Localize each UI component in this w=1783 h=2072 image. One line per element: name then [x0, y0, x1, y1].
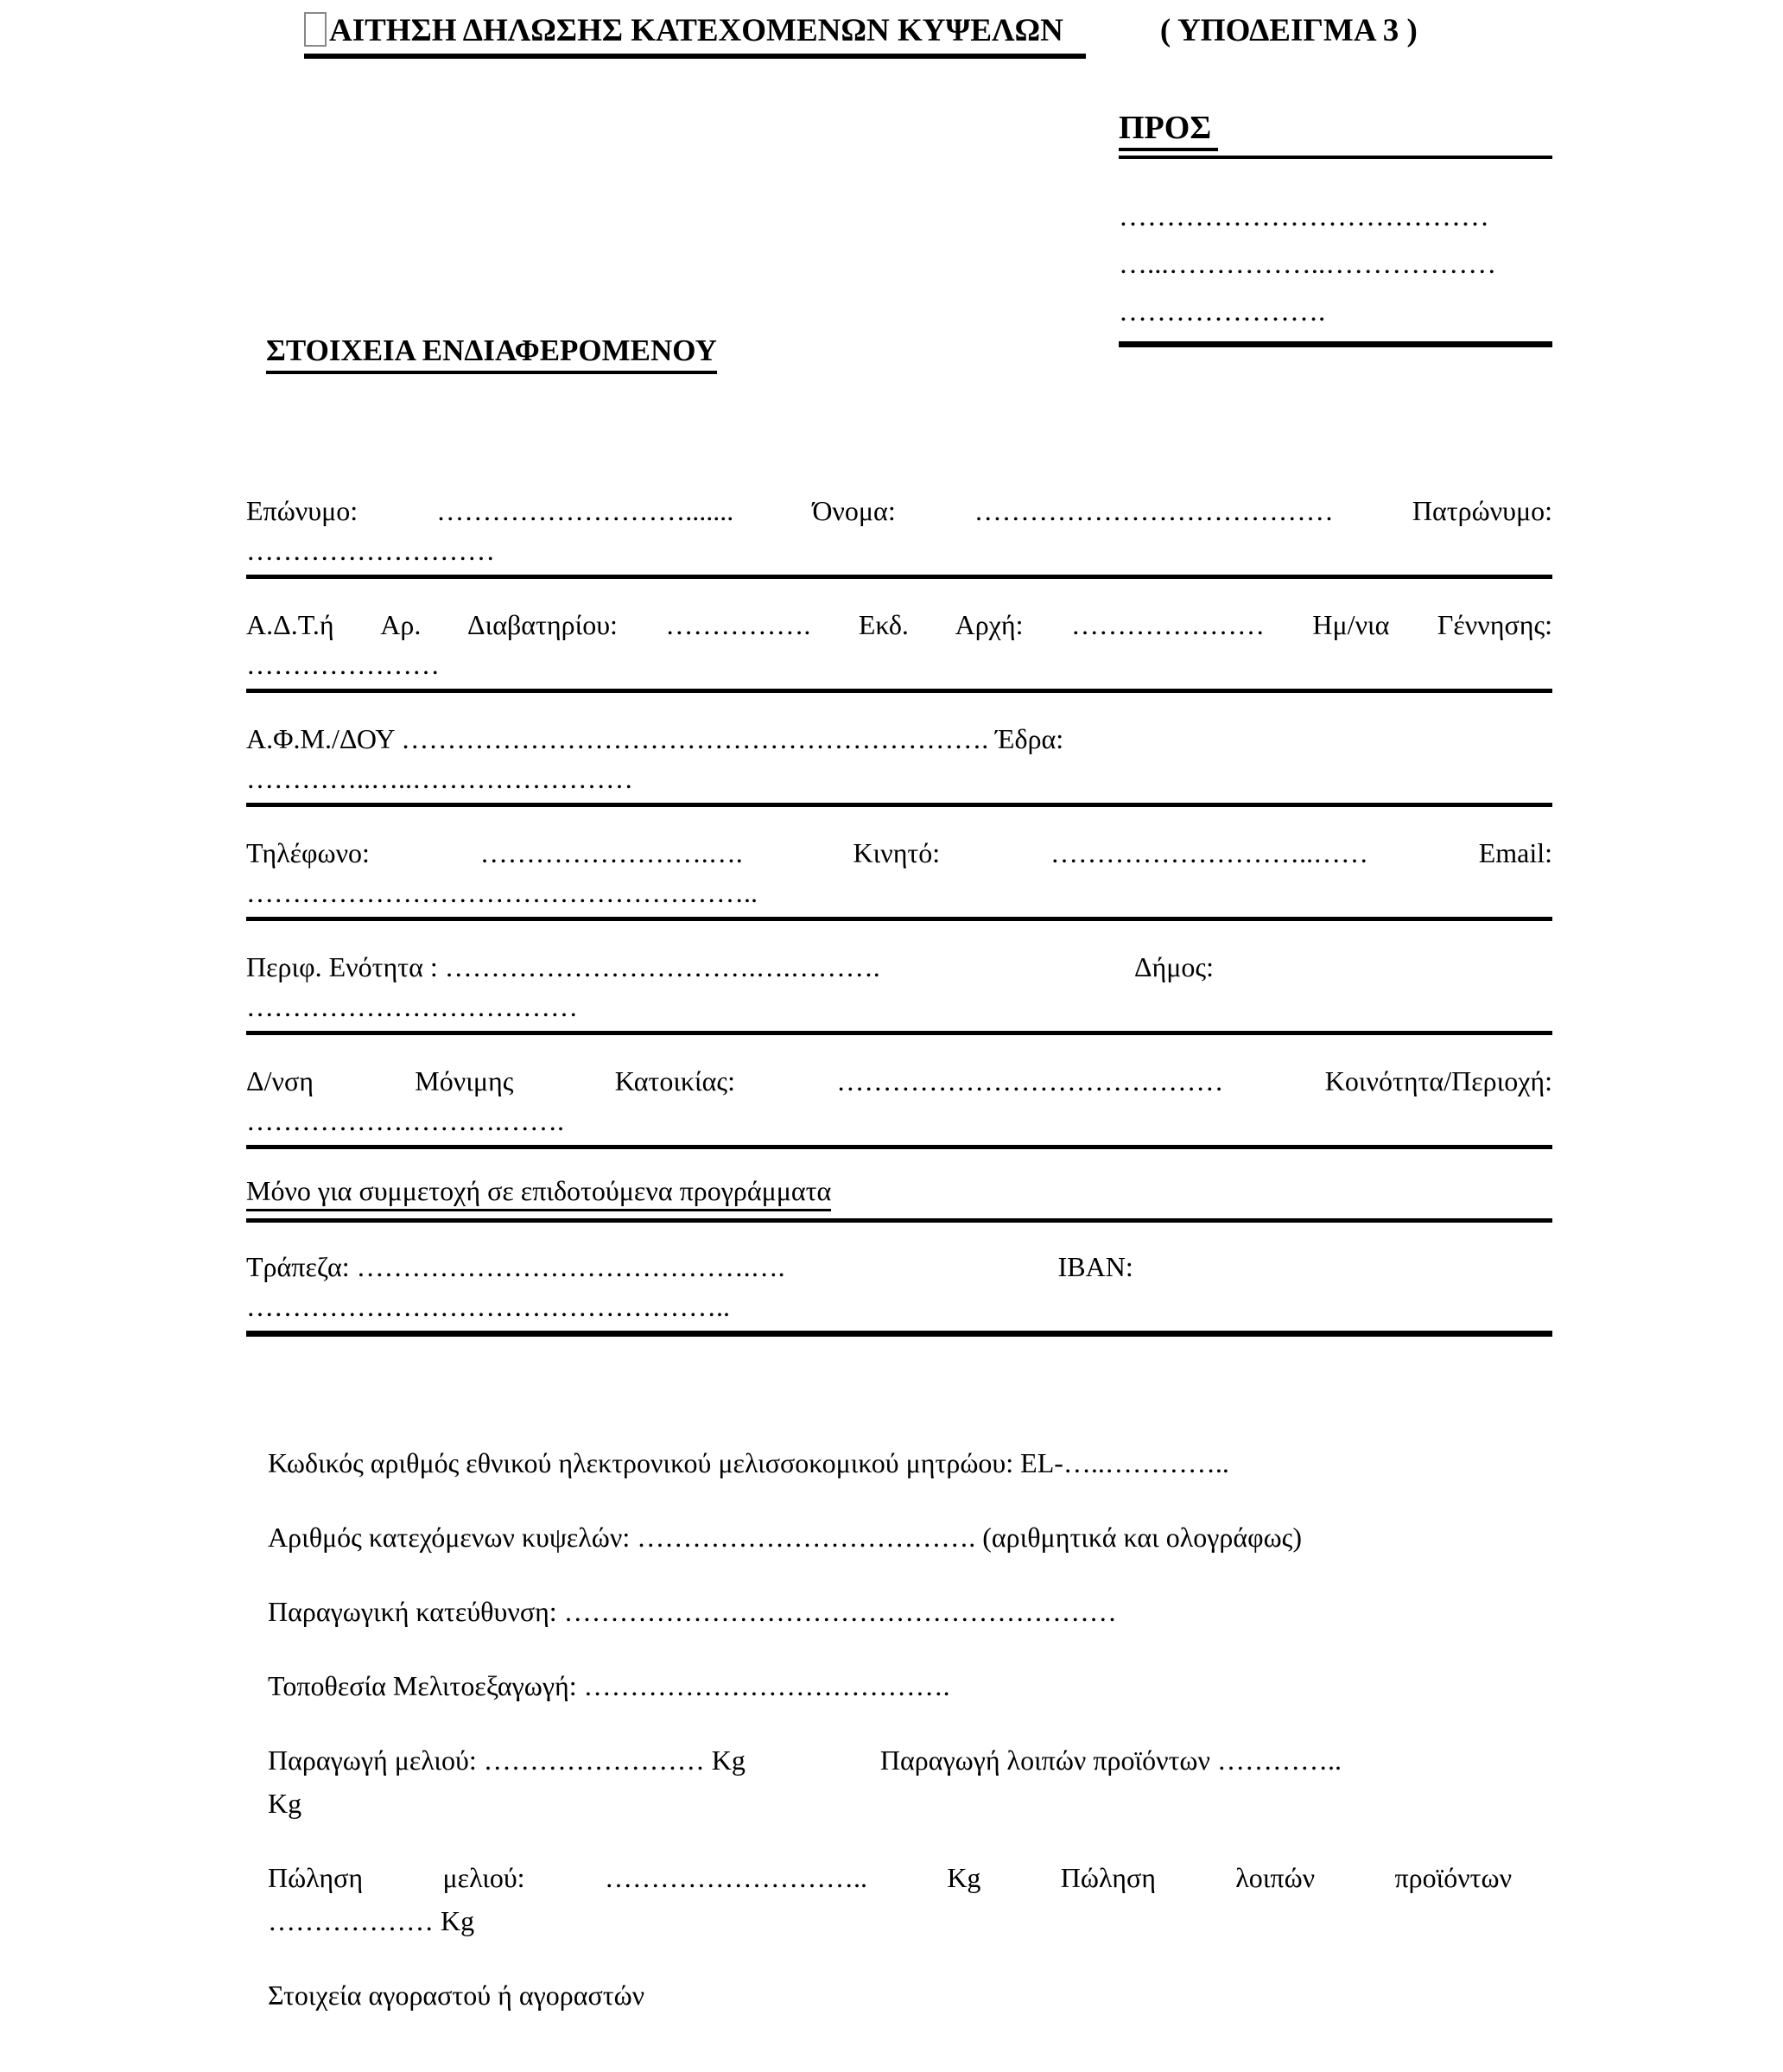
applicant-form: [246, 491, 1552, 1363]
firstname-fill: …………………………………: [974, 495, 1334, 526]
buyers-heading: Στοιχεία αγοραστού ή αγοραστών: [268, 1980, 645, 2011]
phone-label: Τηλέφωνο:: [246, 837, 370, 868]
birth-date-fill: …………………: [246, 649, 440, 680]
recipient-fill-line-1: …………………………………: [1119, 201, 1489, 232]
document-title: ΑΙΤΗΣΗ ΔΗΛΩΣΗΣ ΚΑΤΕΧΟΜΕΝΩΝ ΚΥΨΕΛΩΝ: [329, 13, 1063, 48]
other-sale-fill: ………………: [268, 1905, 434, 1936]
subsidy-heading: Μόνο για συμμετοχή σε επιδοτούμενα προγράμματα: [246, 1175, 831, 1211]
recipient-fill-line-3: ………………….: [1119, 296, 1326, 327]
form-row-bank-line2: [246, 1287, 1552, 1326]
issuing-authority-label: Εκδ. Αρχή:: [858, 609, 1024, 640]
recipient-header-rule: [1119, 109, 1552, 159]
extraction-location-line: [268, 1664, 1512, 1707]
afm-fill: ……………………………………………………….: [401, 723, 989, 754]
form-row-region: [246, 947, 1552, 1035]
mobile-label: Κινητό:: [853, 837, 941, 868]
birth-date-label: Ημ/νια Γέννησης:: [1312, 609, 1552, 640]
patronym-label: Πατρώνυμο:: [1412, 495, 1552, 526]
mobile-fill: ………………………..……: [1050, 837, 1368, 868]
form-row-contact-line1: [246, 833, 1552, 873]
missing-glyph-box: [304, 12, 327, 47]
surname-fill: ……………………….......: [436, 495, 734, 526]
subsidy-section-row: [246, 1175, 1552, 1223]
community-label: Κοινότητα/Περιοχή:: [1324, 1065, 1552, 1096]
regional-unit-fill: …………………………….….……….: [444, 951, 880, 982]
other-production-fill: …………..: [1216, 1745, 1342, 1776]
production-line2: [268, 1782, 1512, 1825]
other-production-unit: Kg: [268, 1788, 302, 1819]
sale-line: [268, 1856, 1512, 1942]
hive-count-fill: ……………………………….: [637, 1522, 976, 1553]
form-row-residence-line1: [246, 1061, 1552, 1101]
hive-count-line: [268, 1516, 1512, 1559]
production-line: [268, 1738, 1512, 1825]
form-row-identity-line2: [246, 645, 1552, 684]
sale-line1: [268, 1856, 1512, 1899]
municipality-fill: ………………………………: [246, 991, 578, 1022]
registry-code-line: [268, 1441, 1512, 1484]
form-row-region-line2: [246, 987, 1552, 1026]
production-direction-line: [268, 1590, 1512, 1633]
form-row-region-line1: [246, 947, 1552, 987]
honey-production-label: Παραγωγή μελιού:: [268, 1745, 477, 1776]
form-row-tax-line1: [246, 719, 1552, 759]
residence-address-label: Δ/νση Μόνιμης Κατοικίας:: [246, 1065, 735, 1096]
seat-fill: …………..…..……………………: [246, 763, 633, 794]
honey-production-unit: Kg: [711, 1745, 746, 1776]
form-row-name: [246, 491, 1552, 579]
production-direction-label: Παραγωγική κατεύθυνση:: [268, 1596, 557, 1627]
document-title-row: [304, 12, 1418, 59]
recipient-fill-line-2: …...……………..………………: [1119, 249, 1497, 280]
form-row-contact-line2: [246, 873, 1552, 912]
recipient-block: [1119, 109, 1552, 347]
phone-fill: …………………….….: [479, 837, 743, 868]
firstname-label: Όνομα:: [812, 495, 896, 526]
form-row-tax-line2: [246, 759, 1552, 798]
form-row-name-line2: [246, 531, 1552, 570]
document-subtitle: ( ΥΠΟΔΕΙΓΜΑ 3 ): [1159, 13, 1418, 48]
extraction-location-label: Τοποθεσία Μελιτοεξαγωγή:: [268, 1670, 577, 1701]
other-production-label: Παραγωγή λοιπών προϊόντων: [879, 1745, 1210, 1776]
section-heading-applicant: [266, 334, 717, 374]
form-row-identity-line1: [246, 605, 1552, 645]
email-fill: ………………………………………………..: [246, 877, 758, 908]
registry-code-label: Κωδικός αριθμός εθνικού ηλεκτρονικού μελισσοκομικού μητρώου: EL-…..…………..: [268, 1447, 1229, 1478]
form-row-identity: [246, 605, 1552, 693]
production-line1: [268, 1738, 1512, 1782]
patronym-fill: ………………………: [246, 535, 495, 566]
issuing-authority-fill: …………………: [1070, 609, 1265, 640]
bank-label: Τράπεζα:: [246, 1251, 350, 1282]
honey-sale-unit: Kg: [947, 1862, 981, 1893]
email-label: Email:: [1478, 837, 1552, 868]
document-title-underline: [304, 12, 1086, 59]
surname-label: Επώνυμο:: [246, 495, 359, 526]
sale-line2: [268, 1899, 1512, 1942]
iban-fill: ……………………………………………..: [246, 1291, 730, 1322]
iban-label: IBAN:: [1057, 1251, 1133, 1282]
regional-unit-label: Περιφ. Ενότητα :: [246, 951, 438, 982]
honey-sale-fill: ………………………..: [604, 1862, 867, 1893]
form-row-name-line1: [246, 491, 1552, 531]
extraction-location-fill: ………………………………….: [583, 1670, 950, 1701]
id-number-label: Α.Δ.Τ.ή Αρ. Διαβατηρίου:: [246, 609, 618, 640]
production-direction-fill: ……………………………………………………: [563, 1596, 1117, 1627]
form-row-bank-line1: [246, 1247, 1552, 1287]
honey-sale-label: Πώληση μελιού:: [268, 1862, 525, 1893]
buyers-heading-line: [268, 1973, 1512, 2017]
id-number-fill: …………….: [665, 609, 811, 640]
form-row-residence: [246, 1061, 1552, 1149]
community-fill: ……………………….…….: [246, 1105, 564, 1136]
other-sale-label: Πώληση λοιπών προϊόντων: [1060, 1862, 1513, 1893]
municipality-label: Δήμος:: [1133, 951, 1214, 982]
hive-count-note: (αριθμητικά και ολογράφως): [982, 1522, 1302, 1553]
seat-label: Έδρα:: [995, 723, 1064, 754]
form-row-bank: [246, 1247, 1552, 1337]
recipient-header: ΠΡΟΣ: [1119, 109, 1218, 151]
declaration-block: [268, 1441, 1512, 2048]
other-sale-unit: Kg: [441, 1905, 475, 1936]
form-row-tax: [246, 719, 1552, 807]
section-heading-text: ΣΤΟΙΧΕΙΑ ΕΝΔΙΑΦΕΡΟΜΕΝΟΥ: [266, 334, 717, 374]
form-row-contact: [246, 833, 1552, 921]
form-row-residence-line2: [246, 1101, 1552, 1141]
afm-label: Α.Φ.Μ./ΔΟΥ: [246, 723, 395, 754]
hive-count-label: Αριθμός κατεχόμενων κυψελών:: [268, 1522, 631, 1553]
residence-address-fill: ……………………………………: [836, 1065, 1224, 1096]
honey-production-fill: ……………………: [483, 1745, 705, 1776]
bank-fill: …………………………………….….: [356, 1251, 785, 1282]
